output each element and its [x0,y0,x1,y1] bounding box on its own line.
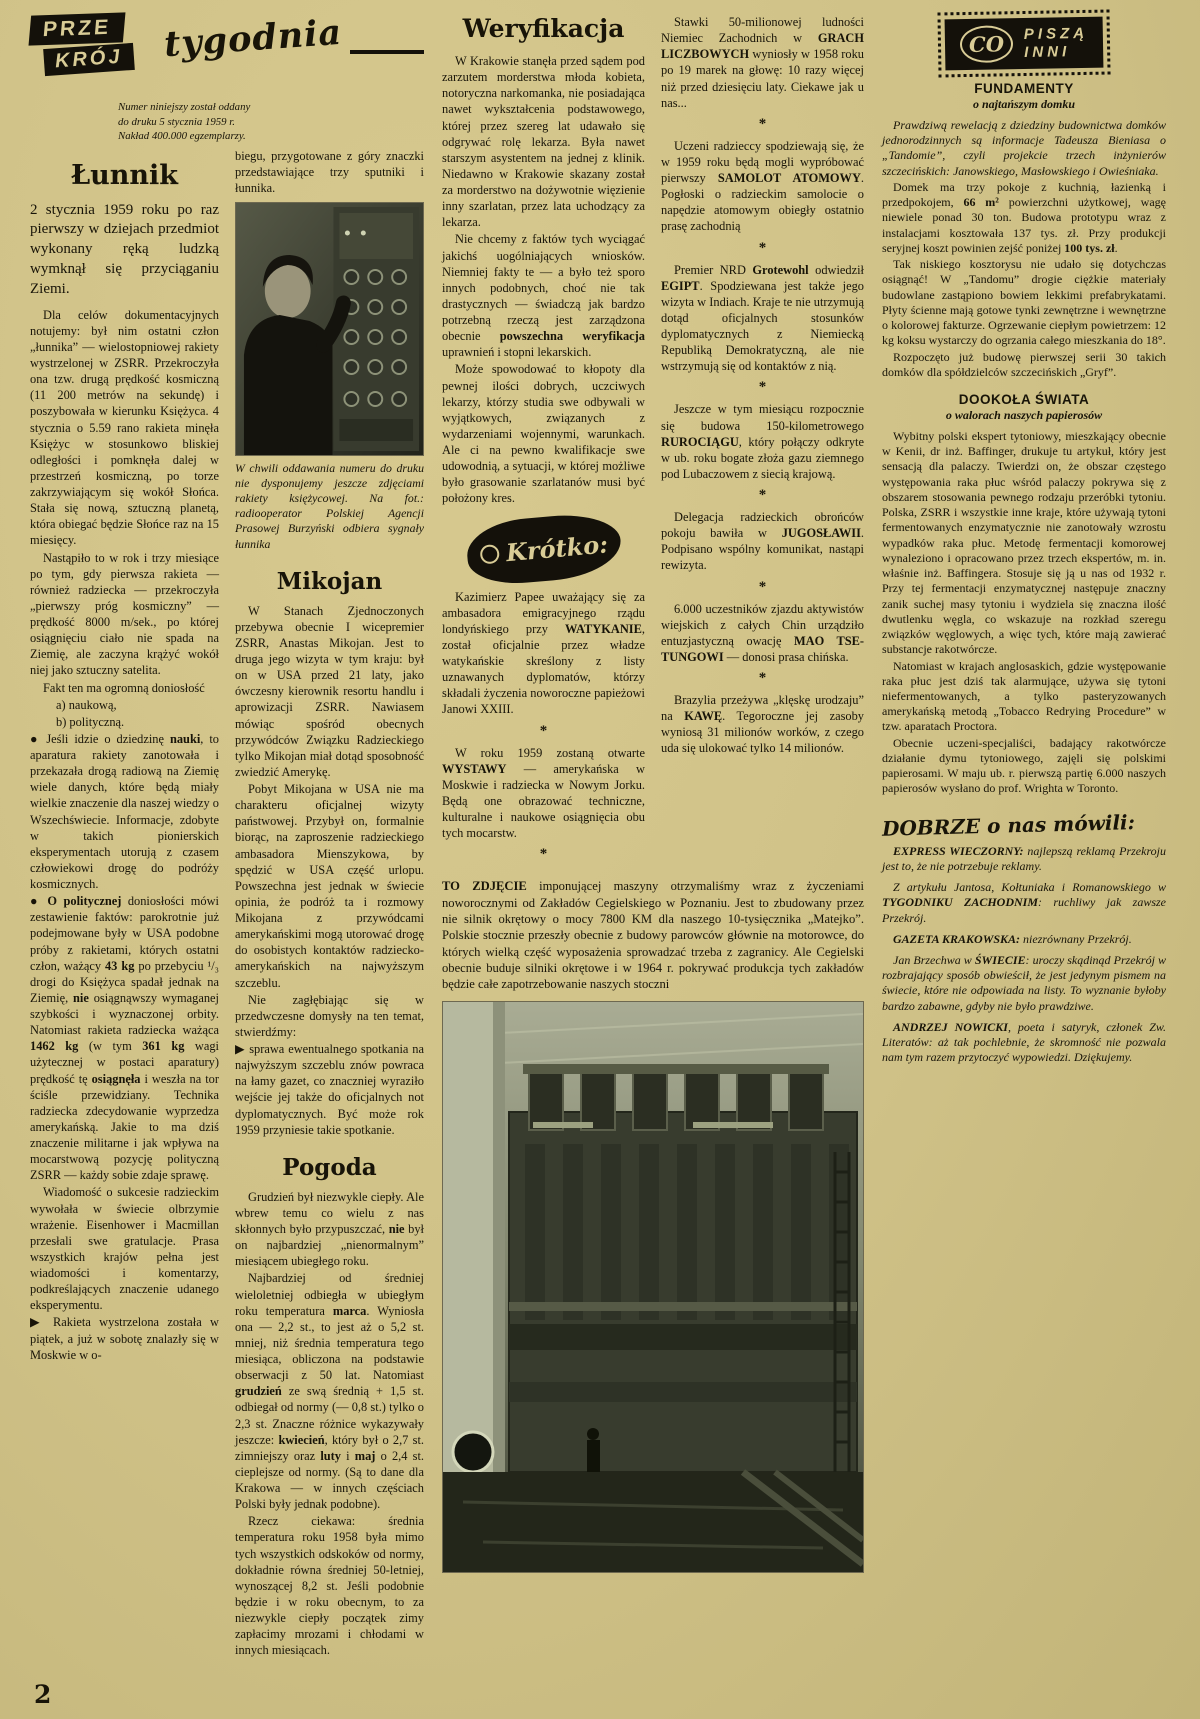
section-heading-dookola: DOOKOŁA ŚWIATA [958,391,1090,407]
dobrze-item: GAZETA KRAKOWSKA: niezrównany Przekrój. [893,931,1132,946]
column-2 [235,148,424,1660]
lunnik-fact-a: a) naukową, [56,697,117,712]
columns [30,11,1166,1659]
co-pisza-inni-badge [944,17,1103,71]
przekroj-logo [30,14,158,96]
krotko-item: Kazimierz Papee uważający się za ambasadora emigracyjnego rządu londyńskiego przy WATYKANIE, został oficjalnie przez władze watykańskie skreślony z listy uznawanych dyplomatów, którzy składali życzenia noworoczne papieżowi Janowi XXIII. [442,589,645,717]
logo-kroj: KRÓJ [43,43,134,76]
mikojan-paragraph: Pobyt Mikojana w USA nie ma charakteru oficjalnej wizyty państwowej. Przybył on, formalnie biorąc, na zaproszenie radzieckiego ambasadora Mienszykowa, by spędzić w USA część urlopu. Powszechna jest jednak w świecie opinia, że podróż ta i rozmowy Mikojana z przywódcami amerykańskimi mogą utorować drogę do osobistych kontaktów radziecko-amerykańskich na najwyższym szczeblu. [235,782,424,990]
mikojan-paragraph: Nie zagłębiając się w przedwczesne domysły na ten temat, stwierdźmy: [235,992,424,1039]
co-badge-words [1024,24,1089,61]
fundamenty-paragraph: Prawdziwą rewelacją z dziedziny budownictwa domków jednorodzinnych są informacje Tadeusza Bieniasa o „Tandomie”, czyli projekcie trzech inżynierów szczecińskich: Janowskiego, Masłowskiego i Owieśniaka. [882,118,1166,178]
section-heading-fundamenty: FUNDAMENTY [974,81,1074,96]
star-separator: * [758,578,767,595]
column-1 [30,148,219,1660]
star-separator: * [758,379,767,396]
pogoda-paragraph: Rzecz ciekawa: średnia temperatura roku 1958 była mimo tych wszystkich odskoków od normy, dokładnie równa średniej 50-letniej, wynoszącej 8,2 st. Jeśli podobnie będzie i w roku obecnym, to za niezwykle ciepły początek zimy zapłacimy mrozami i chłodami w innych miesiącach. [235,1514,424,1658]
fundamenty-paragraph: Domek ma trzy pokoje z kuchnią, łazienką i przedpokojem, 66 m² powierzchni użytkowej, wagę niewiele ponad 30 ton. Budowa prototypu wraz z instalacjami kosztowała 137 tys. zł. Przy produkcji seryjnej koszt powinien zejść poniżej 100 tys. zł. [882,179,1166,255]
porthole-icon [453,1432,493,1472]
photo-ship-engine-image [443,1002,863,1572]
dobrze-item: EXPRESS WIECZORNY: najlepszą reklamą Przekroju jest to, że nie potrzebuje reklamy. [882,843,1166,873]
lunnik-paragraph-politics: ● O politycznej doniosłości mówi zestawienie faktów: parokrotnie już podejmowane były w USA podobne próby z rakietami, których ostatni człon, ważący 43 kg po przebyciu ¹/₃ drogi do Księżyca spadał jednak na Ziemię, nie osiągnąwszy wymaganej szybkości i wyznaczonej orbity. Natomiast rakieta radziecka ważąca 1462 kg (w tym 361 kg wagi użytecznej w postaci aparatury) prędkość tę osiągnęła i weszła na tor ściśle przewidziany. Technika radziecka zdecydowanie wyprzedza amerykańską. Jakie to ma dziś znaczenie militarne i jak wpływa na mocarstwową pozycję polityczną ZSRR — każdy sobie zdaje sprawę. [30,894,220,1183]
mid-pair-row [442,14,864,868]
lunnik-fact-b: b) polityczną. [56,714,125,729]
lunnik-paragraph: Dla celów dokumentacyjnych notujemy: był nim ostatni człon „łunnika” — wielostopniowej rakiety wystrzelonej w ZSRR. Przekroczyła ona tzw. drugą prędkość kosmiczną (11 200 metrów na sekundę) i poszybowała w kierunku Księżyca. 4 stycznia o 5.59 rano rakieta minęła Księżyc w stosunkowo bliskiej odległości i pomknęła dalej w przestrzeń kosmiczną, po torze zakrzywiającym się wokół Słońca. Stała się nową, sztuczną planetą, która obiegać będzie Słońce raz na 15 miesięcy. [30,307,219,548]
worker-silhouette [587,1428,600,1472]
article-title-lunnik: Łunnik [70,159,179,191]
left-column-pair [30,11,424,1659]
krotko-item: Delegacja radzieckich obrońców pokoju bawiła w JUGOSŁAWII. Podpisano wspólny komunikat, nastąpi rewizyta. [661,510,864,573]
mikojan-paragraph: W Stanach Zjednoczonych przebywa obecnie I wicepremier ZSRR, Anastas Mikojan. Jest to druga jego wizyta w tym kraju: był on w USA przed 21 laty, jako ówczesny kierownik resortu handlu i aprowizacji ZSRR. Nawiasem mówiąc spośród obecnych przywódców Związku Radzieckiego tylko Mikojan miał dotąd sposobność zwiedzić Amerykę. [235,603,424,779]
lunnik-paragraph-science: ● Jeśli idzie o dziedzinę nauki, to aparatura rakiety zanotowała i przekazała drogą radiową na Ziemię wiele danych, które będą miały wielkie znaczenie dla naszej wiedzy o Wszechświecie. Informacje, zdobyte w takich pionierskich eksperymentach utorują z czasem człowiekowi drogę do podróży kosmicznych. [30,731,219,892]
photo-ship-engine [442,1001,864,1573]
article-title-pogoda: Pogoda [282,1153,377,1181]
weryfikacja-paragraph: W Krakowie stanęła przed sądem pod zarzutem morderstwa młoda kobieta, notoryczna narkomanka, nie posiadająca nawet wykształcenia podstawowego, której przez szereg lat udawało się odgrywać rolę lekarza. Była nawet starszym asystentem na jednej z klinik. Niedawno w Krakowie skazany został za morderstwo na dożywotnie więzienie inny szarlatan, przez lata uchodzący za lekarza. [442,54,645,230]
star-separator: * [758,239,767,256]
engine-block [509,1064,857,1472]
fundamenty-paragraph: Rozpoczęto już budowę pierwszej serii 30 takich domków dla spółdzielców szczecińskich „Gryf”. [882,349,1166,379]
krotko-item: Jeszcze w tym miesiącu rozpocznie się budowa 150-kilometrowego RUROCIĄGU, który połączy odkryte w ub. roku bogate złoża gazu ziemnego pod Lubaczowem z siecią krajową. [661,402,864,481]
star-separator: * [758,487,767,503]
mikojan-paragraph: ▶ sprawa ewentualnego spotkania na najwyższym szczeblu znów powraca na łamy gazet, co znaczniej wyraziło wejście jej także do oficjalnych not dyplomatycznych. Być może rok 1959 przyniesie takie spotkanie. [235,1042,424,1137]
article-pogoda [235,1154,424,1659]
lunnik-paragraph: Nastąpiło to w rok i trzy miesiące po tym, gdy pierwsza rakieta — również radziecka — przekroczyła „pierwszy próg kosmiczny” — prędkość 8000 m/sek., po której osiągnięciu ciało nie spada na Ziemię, ale zaczyna krążyć wokół niej jako sztuczny satelita. [30,550,219,678]
lunnik-facts-intro: Fakt ten ma ogromną doniosłość [43,680,205,695]
section-fundamenty [882,81,1166,380]
left-pair-row [30,148,424,1660]
krotko-item: Brazylia przeżywa „klęskę urodzaju” na KAWĘ. Tegoroczne jej zasoby wyniosą 31 milionów worków, z czego uda się ulokować tylko 14 milionów. [661,693,864,756]
article-lunnik [30,160,219,1363]
section-subheading-fundamenty: o najtańszym domku [972,97,1076,111]
krotko-badge-label: Krótko: [504,528,609,567]
weryfikacja-paragraph: Może spowodować to kłopoty dla pewnej ilości dobrych, uczciwych lekarzy, którzy studia swe odbywali w wyjątkowych, związanych z wydarzeniami wojennymi, warunkach. Ale ci na pewno kwalifikacje swe udowodnią, a sytuacji, w której możliwe było grasowanie szarlatanów musi być położony kres. [442,362,645,506]
engine-photo-intro [442,878,864,993]
lunnik-paragraph-continuation: biegu, przygotowane z góry znaczki przedstawiające trzy sputniki i łunnika. [235,148,424,195]
krotko-item: 6.000 uczestników zjazdu aktywistów wiejskich z całych Chin urządziło entuzjastyczną owację MAO TSE-TUNGOWI — donosi prasa chińska. [661,601,864,664]
article-weryfikacja [442,14,645,507]
co-badge-circle: CO [960,25,1014,63]
lunnik-lead-paragraph: 2 stycznia 1959 roku po raz pierwszy w dziejach przedmiot wykonany ręką ludzką wymknął się przyciąganiu Ziemi. [30,201,219,297]
pogoda-paragraph: Grudzień był niezwykle ciepły. Ale wbrew temu co wielu z nas skłonnych było przypuszczać, nie był on najbardziej „nienormalnym” miesiącem ubiegłego roku. [235,1189,424,1269]
krotko-badge [464,510,623,587]
krotko-item: Uczeni radzieccy spodziewają się, że w 1959 roku będą mogli wypróbować pierwszy SAMOLOT ATOMOWY. Pogłoski o radzieckim samolocie o napędzie atomowym obiegły ostatnio prasę zachodnią [661,138,864,234]
page-number: 2 [34,1680,52,1709]
co-badge-line-1: PISZĄ [1023,24,1089,43]
section-dookola-swiata [882,392,1166,797]
lunnik-paragraph-reaction: Wiadomość o sukcesie radzieckim wywołała w świecie olbrzymie wrażenie. Eisenhower i Macmillan przesłali swe gratulacje. Prasa wszystkich krajów pełna jest wiadomości i komentarzy, podkreślających znaczenie udanego eksperymentu. [30,1185,219,1313]
krotko-circle-icon [479,543,500,564]
star-separator: * [539,722,548,739]
engine-photo-intro-text: TO ZDJĘCIE imponującej maszyny otrzymaliśmy wraz z życzeniami noworocznymi od Zakładów Cegielskiego w Poznaniu. Jest to zbudowany przez nie silnik okrętowy o mocy 7800 KM dla naszego 10-tysięcznika „Matejko”. Polskie stocznie przeszły obecnie z budowy parowców głównie na motorowce, do których wielką część wyposażenia sprowadzać trzeba z zagranicy. Ale Cegielski obecnie buduje silniki okrętowe i w 1964 r. pokrywać produkcja tych zakładów będzie całe zapotrzebowanie naszych stoczni [442,879,864,992]
imprint-line-1: Numer niniejszy został oddany [118,101,251,113]
pogoda-paragraph: Najbardziej od średniej wieloletniej odbiegła w ubiegłym roku temperatura marca. Wyniosła ona — 2,2 st., to jest aż o 5,2 st. mniej, niż średnia temperatura tego miesiąca, obliczona na podstawie obserwacji z 50 lat. Natomiast grudzień ze swą średnią + 1,5 st. odbiegał od normy (— 0,8 st.) tylko o 2,3 st. Znaczne różnice wykazywały jeszcze: kwiecień, który był o 2,7 st. zimniejszy oraz luty i maj o 2,4 st. cieplejsze od normy. (Są to dane dla Krakowa — w innych częściach Polski były jednak podobne). [235,1271,424,1512]
article-mikojan [235,568,424,1138]
logo-prze: PRZE [29,12,126,45]
star-separator: * [539,846,548,863]
article-title-weryfikacja: Weryfikacja [462,14,625,43]
dobrze-item: ANDRZEJ NOWICKI, poeta i satyryk, członek Zw. Literatów: aż tak pochlebnie, że skromność nie pozwala nam tym razem przytoczyć wypowiedzi. Dziękujemy. [882,1019,1166,1065]
dookola-paragraph: Obecnie uczeni-specjaliści, badający rakotwórcze działanie dymu tytoniowego, zajęli się polskimi papierosami. W maju ub. r. pierwszą partię 6.000 naszych papierosów wysłano do prof. Wrighta w Toronto. [882,735,1166,796]
star-separator: * [758,670,767,686]
photo-radiooperator [235,202,424,456]
column-5 [882,14,1166,1659]
star-separator: * [758,115,767,132]
masthead [30,11,424,100]
krotko-item: W roku 1959 zostaną otwarte WYSTAWY — amerykańska w Moskwie i radziecka w Nowym Jorku. Będą one obrazować techniczne, kulturalne i naukowe osiągnięcia obu tych mocarstw. [442,745,645,841]
section-subheading-dookola: o walorach naszych papierosów [945,407,1103,422]
equipment-rack [333,207,419,451]
imprint [30,100,424,144]
dobrze-item: Z artykułu Jantosa, Kołtuniaka i Romanowskiego w TYGODNIKU ZACHODNIM: ruchliwy jak zawsze Przekrój. [882,880,1166,925]
fundamenty-paragraph: Tak niskiego kosztorysu nie udało się dotychczas osiągnąć! W „Tandomu” drogie ciężkie materiały budowlane zastąpiono bowiem lekkimi prefabrykatami. Płyty ścienne mają gotowe tynki zewnętrzne i wewnętrzne o kolorowej fakturze. Ogrzewanie ciepłym powietrzem: 12 kg koksu wystarczy do ogrzania całego mieszkania do 18°. [882,257,1166,348]
photo-radiooperator-image [236,203,423,455]
dookola-paragraph: Wybitny polski ekspert tytoniowy, mieszkający obecnie w Kenii, dr inż. Baffinger, drukuje tu artykuł, który jest sensacją dla palaczy. Twierdzi on, że obszar częstego występowania raka płuc wśród palaczy pokrywa się z obszarem stosowania pewnego rodzaju przeróbki tytoniu. Polska, ZSRR i wszystkie inne kraje, które używają tytoni fermentowanych enzymatycznie nie zanotowały wzrostu wypadków raka płuc. Metodę fermentacji komorowej wynaleziono i opracowano przez trzech ekspertów, m. in. właśnie inż. Baffingera. Stosuje się ją u nas od 1932 r. Przy tej fermentacji enzymatycznej następuje znaczny zanik suchej masy tytoniu i wydziela się znaczna ilość dwutlenku węgla, co wskazuje na rozkład szeregu związków węglowych, a więc tych, które mają zawierać substancje rakotwórcze. [882,428,1166,657]
dobrze-item: Jan Brzechwa w ŚWIECIE: uroczy skądinąd Przekrój w rozbrajający sposób obwieścił, że jest jedynym pismem na świecie, które nie odpowiada na listy. To wyznanie byłoby bardzo zabawne, gdyby nie było prawdziwe. [882,953,1166,1013]
column-4 [661,14,864,868]
imprint-line-3: Nakład 400.000 egzemplarzy. [118,130,246,143]
masthead-rule [350,50,424,54]
co-badge-line-2: INNI [1023,42,1071,61]
photo-caption: W chwili oddawania numeru do druku nie dysponujemy jeszcze zdjęciami rakiety księżycowej. Na fot.: radiooperator Polskiej Agencji Prasowej Burzyński odbiera sygnały łunnika [235,461,424,551]
middle-column-pair [442,14,864,1659]
imprint-line-2: do druku 5 stycznia 1959 r. [118,115,235,128]
section-heading-dobrze: DOBRZE o nas mówili: [881,809,1136,841]
weryfikacja-paragraph: Nie chcemy z faktów tych wyciągać jakichś uogólniających wniosków. Niemniej fakty te — a było też sporo innych podobnych, choć nie tak drastycznych — świadczą jak bardzo potrzebną rzeczą jest zarządzona obecnie powszechna weryfikacja uprawnień i stopni lekarskich. [442,232,645,360]
masthead-script-title: tygodnia [162,11,344,66]
section-dobrze-o-nas [881,809,1166,1066]
article-title-mikojan: Mikojan [276,567,383,595]
column-3 [442,14,645,868]
krotko-item: Stawki 50-milionowej ludności Niemiec Zachodnich w GRACH LICZBOWYCH wyniosły w 1958 roku po 19 marek na głowę: 10 razy więcej niż przed dziesięciu laty. Ciekawe jak u nas... [661,15,864,110]
hall-floor [443,1472,863,1572]
lunnik-paragraph-stamps: ▶ Rakieta wystrzelona została w piątek, a już w sobotę znalazły się w Moskwie w o- [30,1315,219,1362]
dookola-paragraph: Natomiast w krajach anglosaskich, gdzie występowanie raka płuc jest dziś tak alarmujące, używa się tytoni niefermentowanych, a tylko pasteryzowanych amerykańską metodą „Tobacco Redrying Procedure” w tzw. aparatach Proctora. [882,658,1166,734]
krotko-item: Premier NRD Grotewohl odwiedził EGIPT. Spodziewana jest także jego wizyta w Indiach. Kraje te nie utrzymują dotąd oficjalnych stosunków dyplomatycznych z Niemiecką Republiką Demokratyczną, ale nie wstrzymują się od kontaktów z nią. [661,262,864,374]
